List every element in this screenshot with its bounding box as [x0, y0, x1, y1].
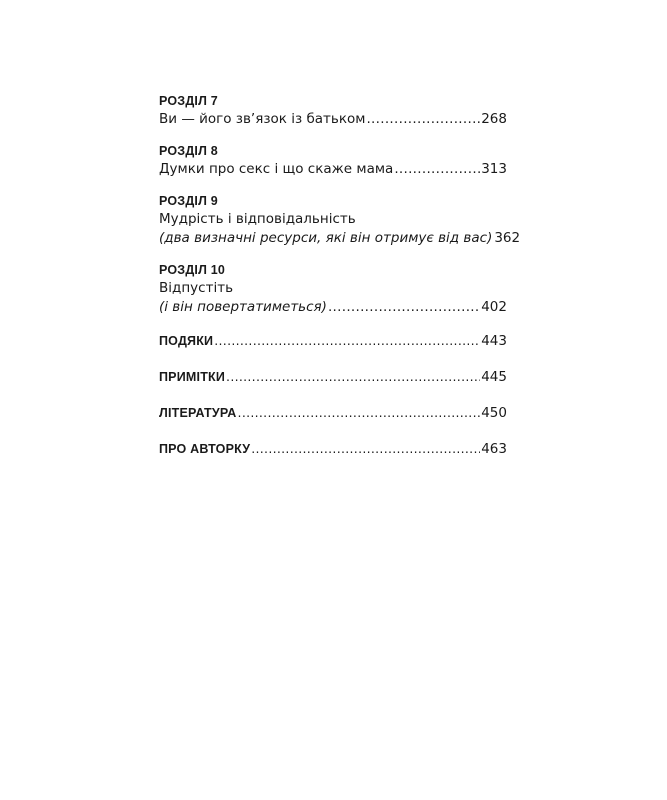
toc-section-literature: [159, 403, 507, 422]
chapter-title: Думки про секс і що скаже мама: [159, 161, 394, 177]
page-number: 450: [481, 405, 507, 421]
section-title: ЛІТЕРАТУРА: [159, 406, 237, 420]
table-of-contents: [159, 93, 521, 458]
dot-leader: [238, 403, 481, 422]
page-number: 362: [494, 230, 521, 246]
dot-leader: [328, 298, 480, 317]
chapter-label: РОЗДІЛ 9: [159, 194, 218, 208]
dot-leader: [226, 367, 480, 386]
chapter-label: РОЗДІЛ 8: [159, 144, 218, 158]
toc-entry[interactable]: [159, 403, 507, 422]
chapter-subtitle: (два визначні ресурси, які він отримує від вас): [159, 230, 493, 246]
chapter-title: Відпустіть: [159, 280, 234, 296]
toc-entry[interactable]: [159, 298, 507, 317]
section-title: ПРО АВТОРКУ: [159, 442, 251, 456]
dot-leader: [366, 110, 480, 129]
page-number: 402: [481, 299, 507, 315]
page-number: 443: [481, 333, 507, 349]
toc-entry[interactable]: [159, 367, 507, 386]
toc-chapter-10: [159, 262, 507, 317]
page-number: 463: [481, 441, 507, 457]
page-number: 268: [481, 111, 507, 127]
page-number: 313: [481, 161, 507, 177]
toc-entry[interactable]: [159, 439, 507, 458]
toc-entry[interactable]: [159, 160, 507, 179]
section-title: ПРИМІТКИ: [159, 370, 226, 384]
toc-chapter-9: [159, 193, 521, 248]
dot-leader: [214, 331, 480, 350]
toc-chapter-8: [159, 143, 507, 179]
toc-section-about-author: [159, 439, 507, 458]
chapter-title: Мудрість і відповідальність: [159, 211, 356, 227]
toc-entry[interactable]: [159, 331, 507, 350]
section-title: ПОДЯКИ: [159, 334, 214, 348]
chapter-subtitle: (і він повертатиметься): [159, 299, 327, 315]
toc-entry[interactable]: [159, 229, 521, 248]
chapter-label: РОЗДІЛ 10: [159, 263, 226, 277]
toc-section-acknowledgements: [159, 331, 507, 350]
dot-leader: [251, 439, 480, 458]
toc-entry[interactable]: [159, 110, 507, 129]
chapter-label: РОЗДІЛ 7: [159, 94, 218, 108]
toc-chapter-7: [159, 93, 507, 129]
dot-leader: [394, 160, 480, 179]
toc-section-notes: [159, 367, 507, 386]
page-number: 445: [481, 369, 507, 385]
chapter-title: Ви — його зв’язок із батьком: [159, 111, 366, 127]
